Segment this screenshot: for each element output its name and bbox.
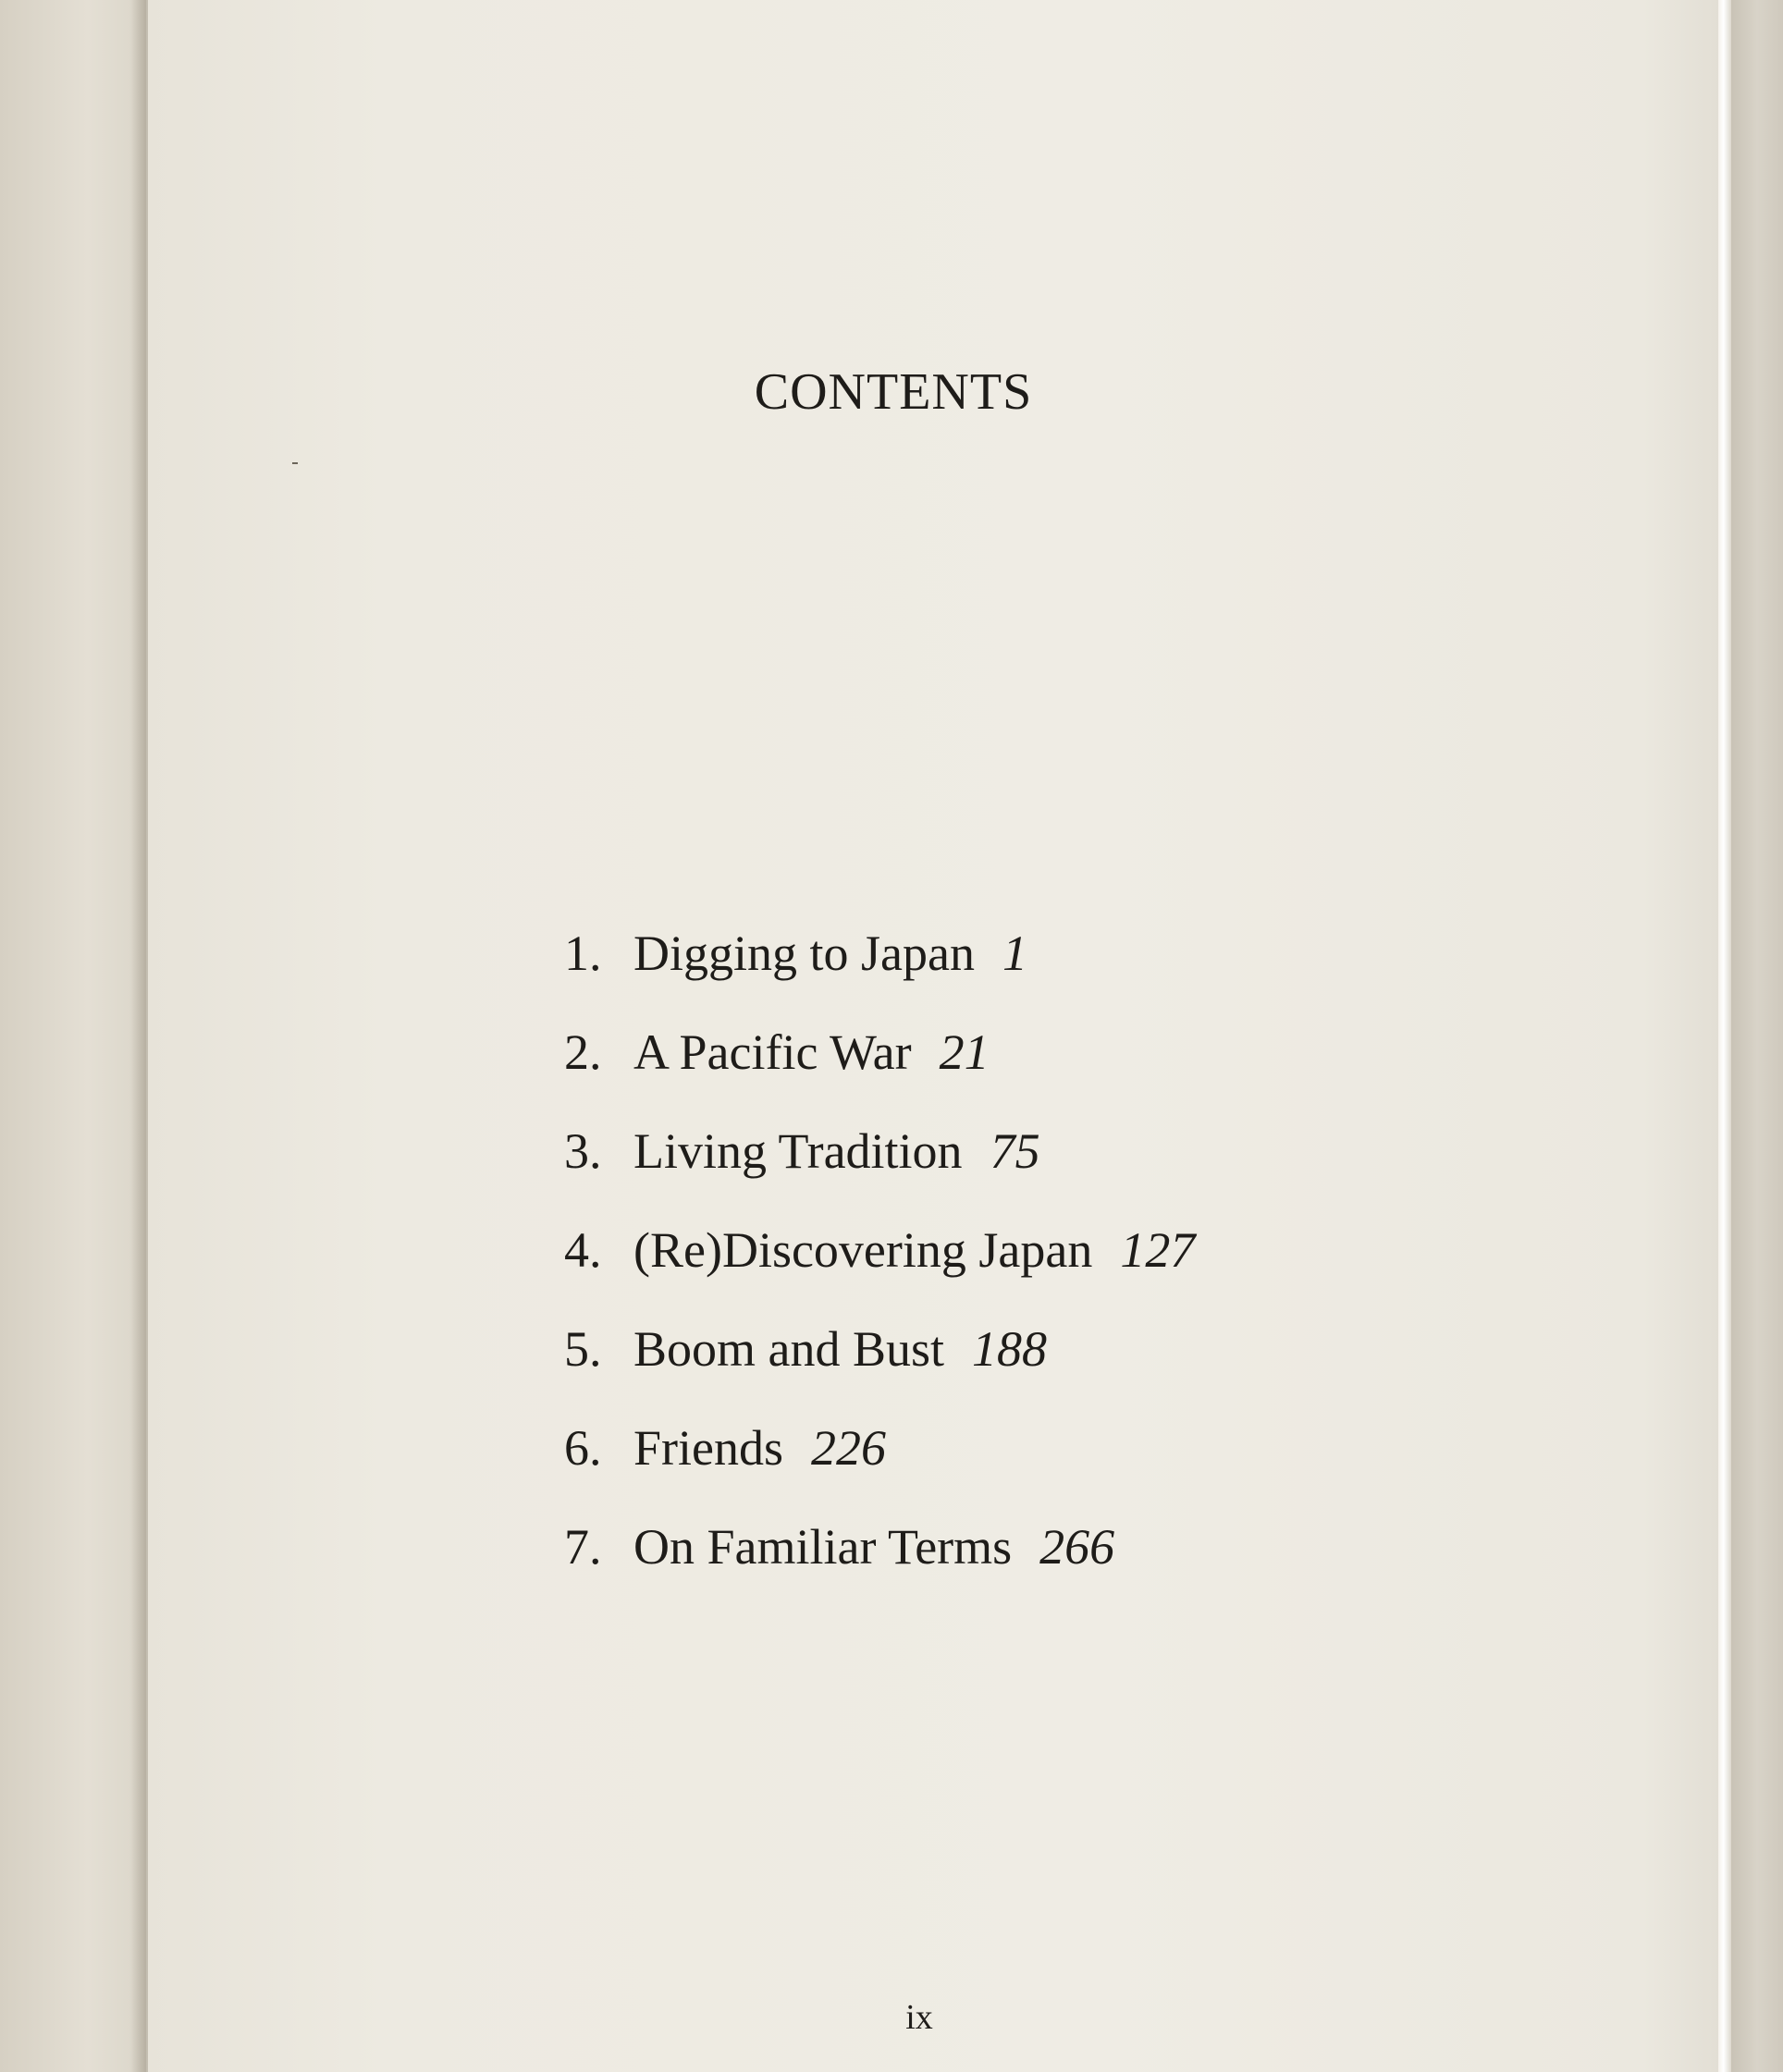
- toc-entry-7: [564, 1518, 1489, 1617]
- toc-entry-page: 266: [1039, 1519, 1115, 1575]
- toc-entry-1: [564, 925, 1489, 1024]
- toc-entry-number: 3.: [564, 1123, 602, 1179]
- toc-entry-2: [564, 1024, 1489, 1122]
- toc-entry-page: 226: [811, 1420, 886, 1476]
- toc-entry-title: Living Tradition: [633, 1123, 963, 1179]
- toc-entry-4: [564, 1221, 1489, 1320]
- contents-heading: CONTENTS: [754, 363, 1033, 421]
- toc-entry-number: 4.: [564, 1222, 602, 1278]
- toc-entry-title: A Pacific War: [633, 1024, 912, 1080]
- toc-entry-title: Boom and Bust: [633, 1321, 945, 1377]
- toc-entry-page: 127: [1120, 1222, 1196, 1278]
- toc-entry-number: 6.: [564, 1420, 602, 1476]
- page-right-edge: [1718, 0, 1731, 2072]
- toc-entry-title: On Familiar Terms: [633, 1519, 1013, 1575]
- facing-page-edge: [0, 0, 146, 2072]
- toc-entry-number: 1.: [564, 926, 602, 981]
- toc-entry-number: 5.: [564, 1321, 602, 1377]
- toc-entry-title: Friends: [633, 1420, 783, 1476]
- toc-entry-number: 7.: [564, 1519, 602, 1575]
- toc-entry-6: [564, 1419, 1489, 1518]
- toc-entry-title: Digging to Japan: [633, 926, 975, 981]
- toc-entry-page: 1: [1002, 926, 1027, 981]
- page-number: ix: [905, 1998, 933, 2037]
- toc-entry-page: 21: [939, 1024, 990, 1080]
- toc-entry-title: (Re)Discovering Japan: [633, 1222, 1093, 1278]
- toc-entry-page: 188: [972, 1321, 1048, 1377]
- page-stack-edge: [1731, 0, 1783, 2072]
- toc-entry-page: 75: [990, 1123, 1040, 1179]
- table-of-contents: [564, 925, 1489, 1617]
- toc-entry-number: 2.: [564, 1024, 602, 1080]
- toc-entry-5: [564, 1320, 1489, 1419]
- toc-entry-3: [564, 1122, 1489, 1221]
- paper-speck: [292, 462, 298, 464]
